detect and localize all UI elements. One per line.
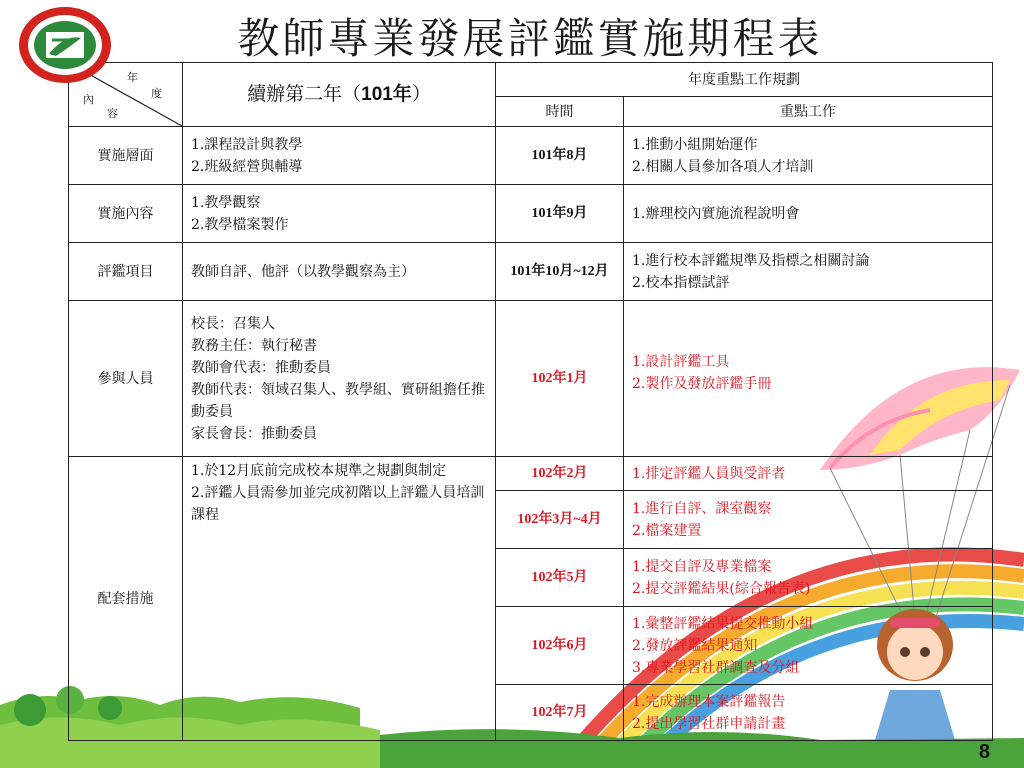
time-cell: 101年9月: [496, 185, 624, 243]
work-cell: [624, 185, 993, 243]
page-title: 教師專業發展評鑑實施期程表: [237, 14, 823, 63]
work-line: 1.進行自評、課室觀察: [632, 500, 772, 517]
content-cell: [183, 457, 496, 741]
content-cell: [183, 185, 496, 243]
category-cell: 評鑑項目: [69, 243, 183, 301]
table-row: [69, 457, 993, 491]
corner-label-rong: 容: [107, 107, 118, 120]
content-line: 2.教學檔案製作: [191, 216, 289, 233]
content-line: 校長：召集人: [191, 315, 275, 332]
work-line: 2.相關人員參加各項人才培訓: [632, 158, 814, 175]
content-line: 教務主任：執行秘書: [191, 337, 317, 354]
table-row: [69, 301, 993, 457]
plan-group-header: 年度重點工作規劃: [496, 63, 993, 97]
work-line: 1.設計評鑑工具: [632, 354, 730, 370]
work-cell: [624, 243, 993, 301]
schedule-table: [68, 62, 993, 741]
time-cell: 101年8月: [496, 127, 624, 185]
work-cell: [624, 457, 993, 491]
continuation-text: 續辦第二年（: [247, 83, 362, 105]
table-row: [69, 185, 993, 243]
page-number: 8: [978, 741, 990, 763]
category-cell: 實施內容: [69, 185, 183, 243]
content-line: 家長會長：推動委員: [191, 425, 317, 442]
work-line: 2.製作及發放評鑑手冊: [632, 376, 772, 392]
work-cell: [624, 301, 993, 457]
table-row: [69, 127, 993, 185]
school-logo: [16, 4, 114, 86]
time-column-header: 時間: [496, 97, 624, 127]
work-cell: [624, 127, 993, 185]
corner-label-year: 年: [127, 71, 138, 84]
corner-label-nei: 內: [83, 93, 94, 106]
header-row-1: [69, 63, 993, 97]
content-line: 2.評鑑人員需參加並完成初階以上評鑑人員培訓課程: [191, 485, 485, 523]
time-cell: 101年10月~12月: [496, 243, 624, 301]
time-cell: 102年1月: [496, 301, 624, 457]
time-cell: 102年7月: [496, 685, 624, 741]
continuation-close: ）: [411, 83, 431, 105]
work-line: 3.專業學習社群調查及分組: [632, 659, 800, 676]
work-line: 1.推動小組開始運作: [632, 136, 758, 153]
work-cell: [624, 607, 993, 685]
work-column-header: 重點工作: [624, 97, 993, 127]
continuation-header: [183, 63, 496, 127]
category-cell: 實施層面: [69, 127, 183, 185]
work-cell: [624, 549, 993, 607]
time-cell: 102年3月~4月: [496, 491, 624, 549]
content-line: 1.於12月底前完成校本規準之規劃與制定: [191, 463, 447, 479]
content-line: 教師會代表：推動委員: [191, 359, 331, 376]
work-line: 2.發放評鑑結果通知: [632, 637, 758, 654]
time-cell: 102年6月: [496, 607, 624, 685]
content-cell: [183, 301, 496, 457]
content-line: 1.教學觀察: [191, 194, 261, 211]
work-line: 1.彙整評鑑結果提交推動小組: [632, 615, 814, 632]
corner-label-du: 度: [151, 87, 162, 100]
work-line: 2.檔案建置: [632, 522, 702, 539]
category-cell: 參與人員: [69, 301, 183, 457]
work-line: 1.完成辦理本案評鑑報告: [632, 693, 786, 710]
content-cell: [183, 243, 496, 301]
work-line: 1.排定評鑑人員與受評者: [632, 465, 786, 482]
work-line: 1.提交自評及專業檔案: [632, 558, 772, 575]
work-line: 2.校本指標試評: [632, 274, 730, 291]
continuation-year: 101年: [361, 84, 412, 105]
category-cell: 配套措施: [69, 457, 183, 741]
content-line: 1.課程設計與教學: [191, 136, 303, 153]
content-line: 2.班級經營與輔導: [191, 158, 303, 175]
content-line: 教師自評、他評（以教學觀察為主）: [191, 263, 415, 280]
work-line: 2.提出學習社群申請計畫: [632, 715, 786, 732]
work-cell: [624, 491, 993, 549]
work-line: 1.進行校本評鑑規準及指標之相關討論: [632, 252, 870, 269]
content-cell: [183, 127, 496, 185]
time-cell: 102年5月: [496, 549, 624, 607]
work-line: 2.提交評鑑結果(綜合報告表): [632, 580, 811, 597]
work-cell: [624, 685, 993, 741]
work-line: 1.辦理校內實施流程說明會: [632, 205, 800, 222]
time-cell: 102年2月: [496, 457, 624, 491]
content-line: 教師代表：領域召集人、教學組、實研組擔任推動委員: [191, 381, 485, 420]
table-row: [69, 243, 993, 301]
